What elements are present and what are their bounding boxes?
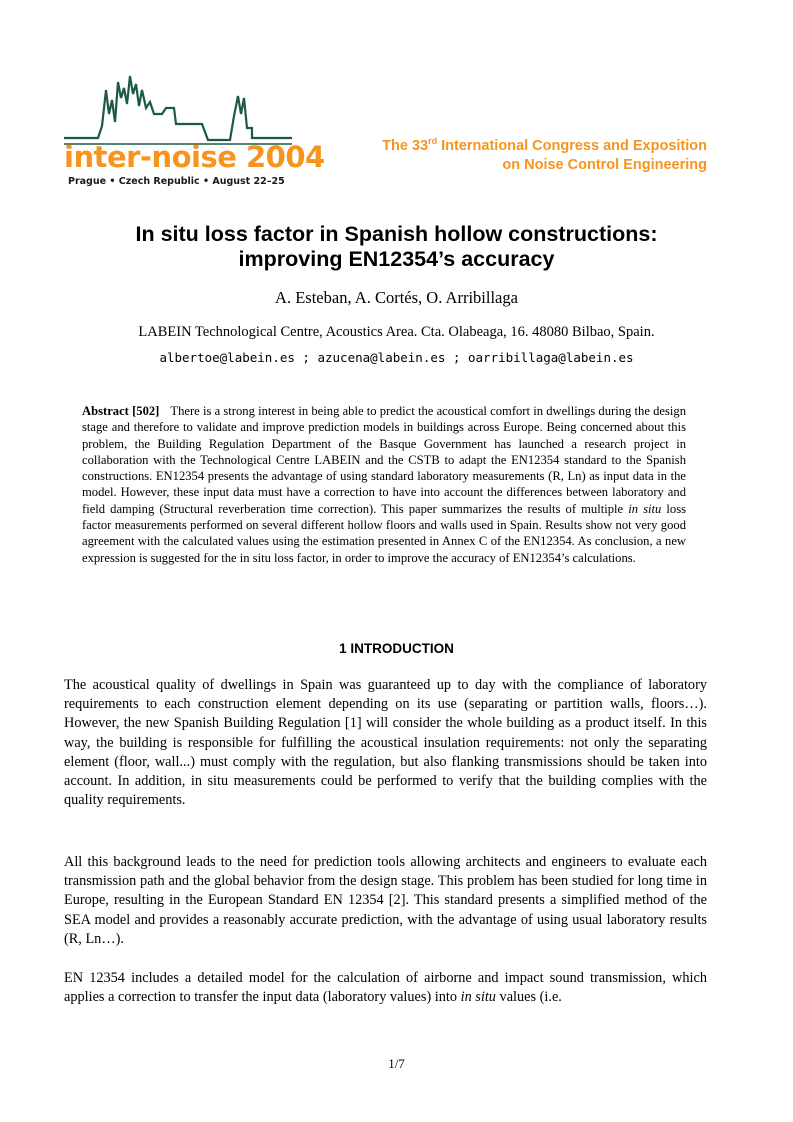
intro-paragraph-1: The acoustical quality of dwellings in Spain was guaranteed up to day with the compliance of laboratory requirements to each construction element depending on its use (separating or partition walls, floors…). However, the new Spanish Building Regulation [1] will consider the whole building as a product itself. In this way, the building is responsible for fulfilling the acoustical insulation requirements: not only the separating element (floor, wall...) must comply with the regulation, but also flanking transmissions should be taken into account. In addition, in situ measurements could be performed to verify that the building complies with the quality requirements. xyxy=(64,677,707,809)
author-emails: albertoe@labein.es ; azucena@labein.es ; oarribillaga@labein.es xyxy=(159,350,634,365)
paragraph-3-italic-term: in situ xyxy=(460,989,496,1006)
title-line-2: improving EN12354’s accuracy xyxy=(238,247,555,271)
abstract-italic-term: in situ xyxy=(628,501,662,516)
section-heading: 1 INTRODUCTION xyxy=(339,641,454,656)
conference-logo xyxy=(62,68,325,192)
paragraph-3-part-2: values (i.e. xyxy=(499,989,562,1006)
conference-line-2: on Noise Control Engineering xyxy=(502,157,707,173)
paper-authors: A. Esteban, A. Cortés, O. Arribillaga xyxy=(275,288,518,307)
intro-paragraph-2: All this background leads to the need for prediction tools allowing architects and engineers to evaluate each transmission path and the global behavior from the design stage. This problem has been studied for long time in Europe, resulting in the European Standard EN 12354 [2]. This standard presents a simplified method of the SEA model and provides a reasonably accurate prediction, with the advantage of using usual laboratory results (R, Ln…). xyxy=(64,854,707,947)
logo-tagline: Prague • Czech Republic • August 22–25 xyxy=(68,176,285,187)
abstract-label: Abstract [502] xyxy=(82,404,160,418)
title-line-1: In situ loss factor in Spanish hollow constructions: xyxy=(135,222,658,246)
ordinal-suffix: rd xyxy=(428,136,438,146)
abstract-text-part-2: loss factor measurements performed on several different hollow floors and walls used in Spain. Results show not very good agreement with the calculated values using the estimation presented in Annex C of the EN12354. As conclusion, a new expression is suggested for the in situ loss factor, in order to improve the accuracy of EN12354’s calculations. xyxy=(82,501,687,565)
conference-line-1 xyxy=(382,137,707,156)
paragraph-3-part-1: EN 12354 includes a detailed model for the calculation of airborne and impact sound transmission, which applies a correction to transfer the input data (laboratory values) into xyxy=(64,970,707,1006)
conference-ordinal: The 33 xyxy=(382,138,429,154)
abstract-text-part-1: There is a strong interest in being able to predict the acoustical comfort in dwellings during the design stage and therefore to validate and improve prediction models in buildings across Europe. Being concerned about this problem, the Building Regulation Department of the Basque Government has launched a research project in collaboration with the Technological Centre LABEIN and the CSTB to adapt the EN12354 standard to the Spanish constructions. EN12354 presents the advantage of using standard laboratory measurements (R, Ln) as input data in the model. However, these input data must have a correction to have into account the differences between laboratory and field damping (Structural reverberation time correction). This paper summarizes the results of multiple xyxy=(82,404,687,516)
intro-paragraph-3 xyxy=(64,969,707,1007)
abstract xyxy=(82,403,686,566)
logo-wordmark: inter-noise 2004 xyxy=(64,140,325,174)
conference-name: International Congress and Exposition xyxy=(437,138,707,154)
conference-title xyxy=(382,137,707,175)
author-affiliation: LABEIN Technological Centre, Acoustics Area. Cta. Olabeaga, 16. 48080 Bilbao, Spain. xyxy=(138,324,655,340)
city-skyline-graphic xyxy=(62,68,294,148)
paper-title xyxy=(0,222,793,272)
page-number: 1/7 xyxy=(388,1056,405,1071)
